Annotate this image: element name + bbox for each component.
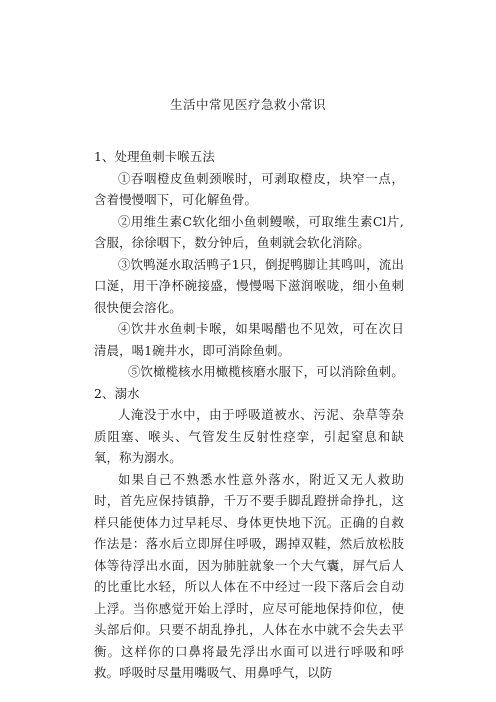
paragraph-duck-saliva: ③饮鸭涎水取活鸭子1只，倒捉鸭脚让其鸣叫，流出口涎，用干净杯碗接盛，慢慢喝下滋润喉咙，细小鱼刺很快便会溶化。 [94,256,404,315]
section-heading-drowning: 2、溺水 [94,385,140,401]
document-body [94,146,404,684]
section-heading-fishbone: 1、处理鱼刺卡喉五法 [94,149,215,164]
paragraph-orange-peel: ①吞咽橙皮鱼刺颈喉时，可剥取橙皮，块窄一点，含着慢慢咽下，可化解鱼骨。 [94,170,404,207]
document-title: 生活中常见医疗急救小常识 [169,97,326,112]
paragraph-well-water: ④饮井水鱼刺卡喉，如果喝醋也不见效，可在次日清晨，喝1碗井水，即可消除鱼刺。 [94,321,404,358]
paragraph-drowning-definition: 人淹没于水中，由于呼吸道被水、污泥、杂草等杂质阻塞、喉头、气管发生反射性痉挛，引起窒息和缺氧，称为溺水。 [94,407,404,465]
paragraph-olive-pit: ⑤饮橄榄核水用橄榄核磨水服下，可以消除鱼刺。 [128,364,404,379]
paragraph-vitamin-c: ②用维生素C软化细小鱼刺鳗喉，可取维生素Cl片,含服，徐徐咽下，数分钟后，鱼刺就会软化消除。 [94,213,404,250]
paragraph-self-rescue: 如果自己不熟悉水性意外落水，附近又无人救助时，首先应保持镇静，千万不要手脚乱蹬拼命挣扎，这样只能使体力过早耗尽、身体更快地下沉。正确的自救作法是：落水后立即屏住呼吸，踢掉双鞋，然后放松肢体等待浮出水面，因为肺脏就象一个大气囊，屏气后人的比重比水轻，所以人体在不中经过一段下落后会自动上浮。当你感觉开始上浮时，应尽可能地保持仰位，使头部后仰。只要不胡乱挣扎，人体在水中就不会失去平衡。这样你的口鼻将最先浮出水面可以进行呼吸和呼救。呼吸时尽量用嘴吸气、用鼻呼气，以防 [94,471,404,680]
